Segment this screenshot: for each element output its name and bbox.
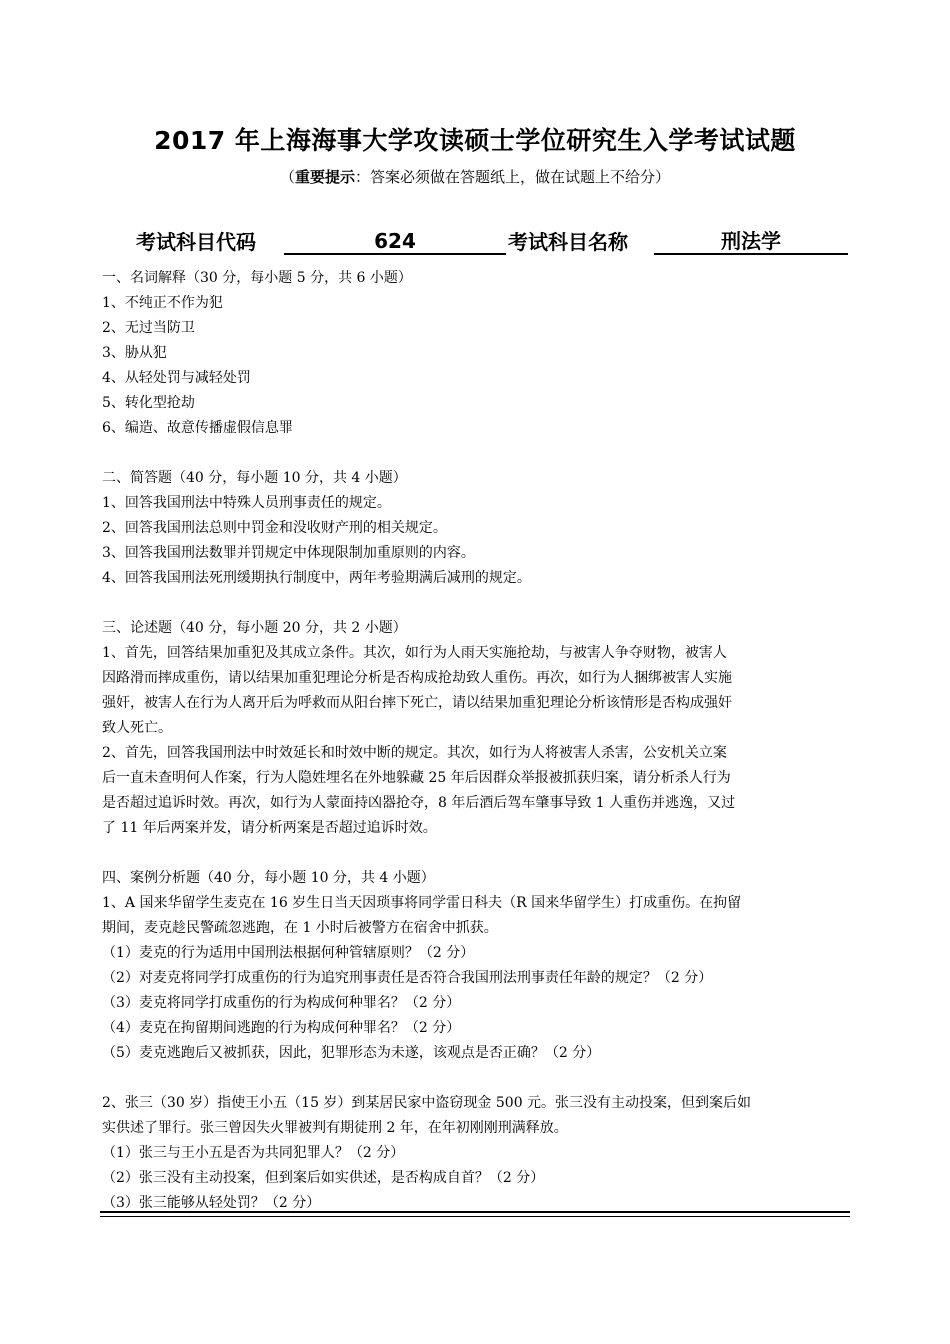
important-notice [0, 166, 950, 188]
notice-text: ：答案必须做在答题纸上，做在试题上不给分） [355, 168, 671, 186]
notice-open: （ [279, 168, 295, 186]
list-item: 3、胁从犯 [102, 345, 167, 361]
subject-code-value: 624 [284, 227, 506, 255]
list-item: 3、回答我国刑法数罪并罚规定中体现限制加重原则的内容。 [102, 545, 475, 561]
notice-emphasis: 重要提示 [294, 168, 355, 186]
essay-q1-line: 因路滑而摔成重伤，请以结果加重犯理论分析是否构成抢劫致人重伤。再次，如行为人捆绑被害人实施 [102, 670, 732, 686]
exam-body [102, 266, 850, 1216]
case1-line: 1、A 国来华留学生麦克在 16 岁生日当天因琐事将同学雷日科夫（R 国来华留学生）打成重伤。在拘留 [102, 895, 742, 911]
case2-line: 2、张三（30 岁）指使王小五（15 岁）到某居民家中盗窃现金 500 元。张三没有主动投案，但到案后如 [102, 1095, 752, 1111]
essay-q1-line: 致人死亡。 [102, 720, 172, 736]
essay-q2-line: 是否超过追诉时效。再次，如行为人蒙面持凶器抢夺，8 年后酒后驾车肇事导致 1 人重伤并逃逸，又过 [102, 795, 736, 811]
list-item: 1、不纯正不作为犯 [102, 295, 223, 311]
section3-heading: 三、论述题（40 分，每小题 20 分，共 2 小题） [102, 620, 407, 636]
section4-heading: 四、案例分析题（40 分，每小题 10 分，共 4 小题） [102, 870, 435, 886]
subject-name-value: 刑法学 [654, 227, 848, 255]
case1-line: 期间，麦克趁民警疏忽逃跑，在 1 小时后被警方在宿舍中抓获。 [102, 920, 498, 936]
subject-code-label: 考试科目代码 [136, 230, 256, 254]
section2-heading: 二、简答题（40 分，每小题 10 分，共 4 小题） [102, 470, 407, 486]
list-item: 4、回答我国刑法死刑缓期执行制度中，两年考验期满后减刑的规定。 [102, 570, 531, 586]
essay-q2-line: 了 11 年后两案并发，请分析两案是否超过追诉时效。 [102, 820, 437, 836]
case1-question: （1）麦克的行为适用中国刑法根据何种管辖原则？（2 分） [102, 945, 475, 961]
exam-title: 2017 年上海海事大学攻读硕士学位研究生入学考试试题 [154, 126, 796, 155]
subject-name-label: 考试科目名称 [508, 230, 628, 254]
case2-question: （3）张三能够从轻处罚？（2 分） [102, 1195, 321, 1211]
case1-question: （2）对麦克将同学打成重伤的行为追究刑事责任是否符合我国刑法刑事责任年龄的规定？（2 分） [102, 970, 713, 986]
case2-line: 实供述了罪行。张三曾因失火罪被判有期徒刑 2 年，在年初刚刚刑满释放。 [102, 1120, 568, 1136]
essay-q1-line: 强奸，被害人在行为人离开后为呼救而从阳台摔下死亡，请以结果加重犯理论分析该情形是否构成强奸 [102, 695, 732, 711]
list-item: 4、从轻处罚与减轻处罚 [102, 370, 251, 386]
list-item: 2、回答我国刑法总则中罚金和没收财产刑的相关规定。 [102, 520, 447, 536]
essay-q2-line: 后一直未查明何人作案，行为人隐姓埋名在外地躲藏 25 年后因群众举报被抓获归案，请分析杀人行为 [102, 770, 731, 786]
list-item: 6、编造、故意传播虚假信息罪 [102, 420, 293, 436]
case2-question: （2）张三没有主动投案，但到案后如实供述，是否构成自首？（2 分） [102, 1170, 545, 1186]
essay-q2-line: 2、首先，回答我国刑法中时效延长和时效中断的规定。其次，如行为人将被害人杀害，公安机关立案 [102, 745, 727, 761]
essay-q1-line: 1、首先，回答结果加重犯及其成立条件。其次，如行为人雨天实施抢劫，与被害人争夺财物，被害人 [102, 645, 727, 661]
case1-question: （4）麦克在拘留期间逃跑的行为构成何种罪名？（2 分） [102, 1020, 461, 1036]
case1-question: （5）麦克逃跑后又被抓获，因此，犯罪形态为未遂，该观点是否正确？（2 分） [102, 1045, 601, 1061]
list-item: 5、转化型抢劫 [102, 395, 195, 411]
footer-rule-thick [100, 1211, 850, 1213]
list-item: 1、回答我国刑法中特殊人员刑事责任的规定。 [102, 495, 391, 511]
case1-question: （3）麦克将同学打成重伤的行为构成何种罪名？（2 分） [102, 995, 461, 1011]
footer-rule-thin [100, 1216, 850, 1217]
subject-info [136, 227, 848, 257]
list-item: 2、无过当防卫 [102, 320, 195, 336]
case2-question: （1）张三与王小五是否为共同犯罪人？（2 分） [102, 1145, 405, 1161]
section1-heading: 一、名词解释（30 分，每小题 5 分，共 6 小题） [102, 270, 412, 286]
